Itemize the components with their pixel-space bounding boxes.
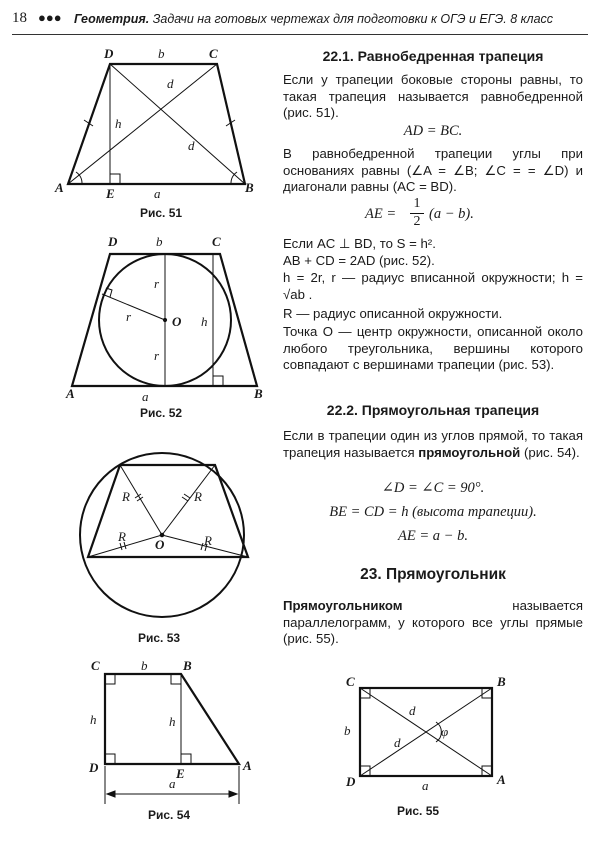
section-22-1-angles-text: В равнобедренной трапеции углы при основаниях равны (∠A = ∠B; ∠C = = ∠D) и диагонали равны (AC = BD). bbox=[283, 146, 583, 194]
section-22-1-title: 22.1. Равнобедренная трапеция bbox=[322, 48, 544, 64]
fig53-label-R2: R bbox=[194, 489, 202, 504]
page-number: 18 bbox=[12, 10, 27, 26]
fig53-label-R4: R bbox=[204, 533, 212, 548]
circumscribed-radius-text: R — радиус описанной окружности. bbox=[283, 306, 503, 321]
book-subtitle: Задачи на готовых чертежах для подготовки к ОГЭ и ЕГЭ. 8 класс bbox=[152, 12, 554, 26]
section-22-2-def-a: Если в трапеции один из углов прямой, то такая трапеция называется bbox=[283, 428, 583, 460]
fig53-label-R1: R bbox=[122, 489, 130, 504]
fig54-label-B: B bbox=[183, 658, 192, 673]
section-23-definition bbox=[283, 598, 583, 648]
fig53-label-R3: R bbox=[118, 529, 126, 544]
section-22-2 bbox=[283, 402, 583, 418]
fig51-drawing bbox=[55, 46, 275, 206]
fig54-caption: Рис. 54 bbox=[148, 808, 191, 822]
fig52-label-O: O bbox=[172, 314, 182, 329]
section-22-2-title: 22.2. Прямоугольная трапеция bbox=[326, 402, 540, 418]
fig55-label-C: C bbox=[346, 674, 355, 689]
formula-ad-bc: AD = BC. bbox=[403, 123, 463, 139]
fig55-label-phi: φ bbox=[441, 724, 449, 739]
fig54-label-h2: h bbox=[169, 714, 176, 729]
fig55-label-B: B bbox=[497, 674, 506, 689]
fig53-label-O: O bbox=[155, 537, 165, 552]
fig52-caption: Рис. 52 bbox=[140, 406, 183, 420]
fig54-label-a: a bbox=[169, 776, 176, 791]
section-23 bbox=[283, 566, 583, 584]
fig51-label-a: a bbox=[154, 186, 161, 201]
fig51-caption: Рис. 51 bbox=[140, 206, 183, 220]
section-23-def-term: Прямоугольником bbox=[283, 598, 403, 613]
fig55-label-b: b bbox=[344, 723, 351, 738]
fig51-label-d2: d bbox=[188, 138, 195, 153]
fig51-label-b: b bbox=[158, 46, 165, 61]
section-22-2-def-c: (рис. 54). bbox=[523, 444, 580, 460]
fig52-label-b: b bbox=[156, 234, 163, 249]
fig51-label-D: D bbox=[104, 46, 114, 61]
fig54-label-D: D bbox=[89, 760, 99, 775]
section-23-title: 23. Прямоугольник bbox=[360, 566, 506, 583]
ornament: ●●● bbox=[38, 10, 62, 25]
figure-53 bbox=[70, 445, 270, 645]
formula-ae-left: AE = bbox=[365, 206, 397, 222]
formula-ae-num: 1 bbox=[413, 196, 421, 211]
formula-right-angles: ∠D = ∠C = 90°. bbox=[381, 480, 485, 496]
fig52-label-r3: r bbox=[154, 348, 160, 363]
inscribed-condition-text: AB + CD = 2AD (рис. 52). bbox=[283, 253, 435, 268]
book-title: Геометрия. bbox=[74, 12, 150, 26]
fig51-label-E: E bbox=[106, 186, 115, 201]
fig52-label-D: D bbox=[108, 234, 118, 249]
section-22-1 bbox=[283, 48, 583, 64]
section-22-2-def-b: прямоугольной bbox=[418, 444, 521, 460]
fig52-drawing bbox=[62, 232, 277, 397]
fig55-label-a: a bbox=[422, 778, 429, 793]
formula-ae-right: (a − b). bbox=[429, 206, 474, 222]
fig55-label-A: A bbox=[497, 772, 506, 787]
figure-54 bbox=[85, 654, 275, 829]
figure-55 bbox=[340, 672, 525, 822]
fig55-label-D: D bbox=[346, 774, 356, 789]
fig54-label-A: A bbox=[243, 758, 252, 773]
fig51-label-A: A bbox=[55, 180, 64, 195]
figure-51 bbox=[55, 46, 275, 236]
section-22-2-definition bbox=[283, 428, 583, 461]
formula-ae-den: 2 bbox=[413, 214, 421, 229]
formula-be-cd: BE = CD = h (высота трапеции). bbox=[329, 504, 537, 520]
fig52-label-r2: r bbox=[126, 309, 132, 324]
fig54-label-b: b bbox=[141, 658, 148, 673]
header-rule bbox=[12, 34, 588, 35]
fig52-label-A: A bbox=[66, 386, 75, 401]
fig52-label-a: a bbox=[142, 389, 149, 404]
perpendicular-diagonals-text: Если AC ⊥ BD, то S = h². bbox=[283, 236, 436, 251]
fig53-caption: Рис. 53 bbox=[138, 631, 181, 645]
section-22-1-definition: Если у трапеции боковые стороны равны, то такая трапеция называется равнобедренной (рис. 51). bbox=[283, 72, 583, 120]
formula-ae bbox=[283, 196, 583, 230]
fig55-caption: Рис. 55 bbox=[397, 804, 440, 818]
fig54-label-C: C bbox=[91, 658, 100, 673]
fig54-label-h1: h bbox=[90, 712, 97, 727]
page-header bbox=[12, 6, 588, 32]
fig54-label-E: E bbox=[176, 766, 185, 781]
formula-ae-a-b: AE = a − b. bbox=[398, 528, 468, 544]
center-o-text: Точка O — центр окружности, описанной около любого треугольника, вершины которого совпадают с вершинами трапеции (рис. 53). bbox=[283, 324, 583, 372]
fig51-label-h: h bbox=[115, 116, 122, 131]
fig53-drawing bbox=[70, 445, 270, 625]
fig52-label-r1: r bbox=[154, 276, 160, 291]
fig55-label-d2: d bbox=[394, 735, 401, 750]
fig52-label-C: C bbox=[212, 234, 221, 249]
running-title bbox=[74, 12, 553, 26]
inscribed-radius-text: h = 2r, r — радиус вписанной окружности; h = √ab . bbox=[283, 270, 583, 302]
fig51-label-B: B bbox=[245, 180, 254, 195]
section-23-def-rest: называется параллелограмм, у которого все углы прямые (рис. 55). bbox=[283, 598, 583, 646]
fig51-label-d1: d bbox=[167, 76, 174, 91]
figure-52 bbox=[62, 232, 277, 427]
fig52-label-h: h bbox=[201, 314, 208, 329]
fig51-label-C: C bbox=[209, 46, 218, 61]
fig52-label-B: B bbox=[254, 386, 263, 401]
fig55-label-d1: d bbox=[409, 703, 416, 718]
